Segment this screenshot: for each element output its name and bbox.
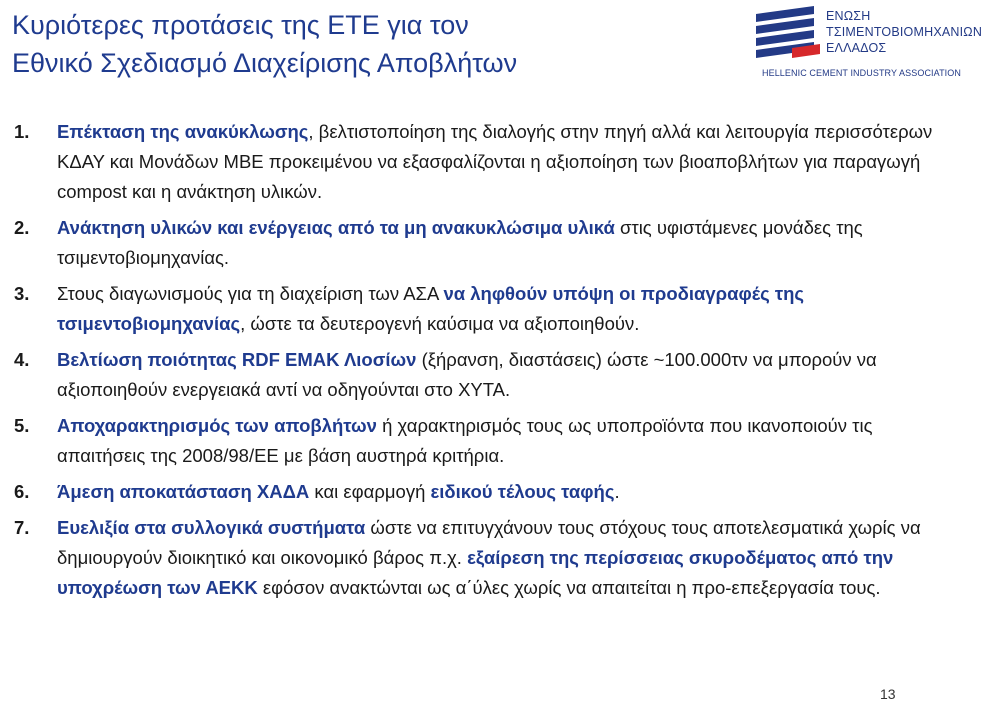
logo-greek-name — [826, 8, 982, 56]
item-bold-text: Επέκταση της ανακύκλωσης — [57, 121, 309, 142]
item-bold-text: Ευελιξία στα συλλογικά συστήματα — [57, 517, 366, 538]
item-text: , ώστε τα δευτερογενή καύσιμα να αξιοποιηθούν. — [240, 313, 640, 334]
hellenic-cement-logo — [752, 4, 982, 84]
item-number: 2. — [14, 217, 30, 238]
list-item — [14, 117, 934, 207]
item-text: . — [614, 481, 620, 502]
logo-name-line-1: ΕΝΩΣΗ — [826, 9, 871, 23]
item-bold-text: Βελτίωση ποιότητας RDF ΕΜΑΚ Λιοσίων — [57, 349, 417, 370]
item-text: , βελτιστοποίηση της διαλογής στην πηγή αλλά και λειτουργία περισσότερων ΚΔΑΥ και Μονάδων ΜΒΕ προκειμένου να εξασφαλίζονται η αξιοποίηση των βιοαποβλήτων για παραγωγή compost και η ανάκτηση υλικών. — [57, 121, 933, 202]
item-text: (ξήρανση, διαστάσεις) ώστε ~100.000τν να μπορούν να αξιοποιηθούν ενεργειακά αντί να οδηγούνται στο ΧΥΤΑ. — [57, 349, 877, 400]
list-item — [14, 513, 934, 603]
item-bold-text: Άμεση αποκατάσταση ΧΑΔΑ — [57, 481, 310, 502]
logo-english-name: HELLENIC CEMENT INDUSTRY ASSOCIATION — [762, 68, 961, 78]
item-number: 7. — [14, 517, 30, 538]
item-text: εφόσον ανακτώνται ως α΄ύλες χωρίς να απαιτείται η προ-επεξεργασία τους. — [257, 577, 881, 598]
item-bold-text: να ληφθούν υπόψη οι προδιαγραφές της τσιμεντοβιομηχανίας — [57, 283, 805, 334]
item-text: ή χαρακτηρισμός τους ως υποπροϊόντα που ικανοποιούν τις απαιτήσεις της 2008/98/ΕΕ με βάση αυστηρά κριτήρια. — [57, 415, 873, 466]
list-item — [14, 411, 934, 471]
item-text-before: Στους διαγωνισμούς για τη διαχείριση των ΑΣΑ — [57, 283, 444, 304]
logo-name-line-2: ΤΣΙΜΕΝΤΟΒΙΟΜΗΧΑΝΙΩΝ — [826, 25, 982, 39]
logo-mark-icon — [752, 4, 822, 66]
list-item — [14, 213, 934, 273]
title-line-2: Εθνικό Σχεδιασμό Διαχείρισης Αποβλήτων — [12, 48, 518, 78]
list-item — [14, 477, 934, 507]
list-item — [14, 279, 934, 339]
item-bold-text-2: εξαίρεση της περίσσειας σκυροδέματος από την υποχρέωση των ΑΕΚΚ — [57, 547, 894, 598]
logo-name-line-3: ΕΛΛΑΔΟΣ — [826, 41, 887, 55]
item-text-mid: και εφαρμογή — [309, 481, 431, 502]
item-number: 5. — [14, 415, 30, 436]
proposals-list — [14, 117, 934, 609]
item-number: 3. — [14, 283, 30, 304]
title-line-1: Κυριότερες προτάσεις της ΕΤΕ για τον — [12, 10, 469, 40]
item-text: στις υφιστάμενες μονάδες της τσιμεντοβιομηχανίας. — [57, 217, 863, 268]
item-number: 4. — [14, 349, 30, 370]
item-bold-text: Ανάκτηση υλικών και ενέργειας από τα μη ανακυκλώσιμα υλικά — [57, 217, 615, 238]
item-bold-text: Αποχαρακτηρισμός των αποβλήτων — [57, 415, 377, 436]
item-number: 1. — [14, 121, 30, 142]
item-bold-text-2: ειδικού τέλους ταφής — [430, 481, 615, 502]
page-number: 13 — [880, 686, 896, 702]
slide-title — [12, 6, 712, 82]
item-text-mid: ώστε να επιτυγχάνουν τους στόχους τους αποτελεσματικά χωρίς να δημιουργούν διοικητικό και οικονομικό βάρος π.χ. — [57, 517, 921, 568]
list-item — [14, 345, 934, 405]
item-number: 6. — [14, 481, 30, 502]
